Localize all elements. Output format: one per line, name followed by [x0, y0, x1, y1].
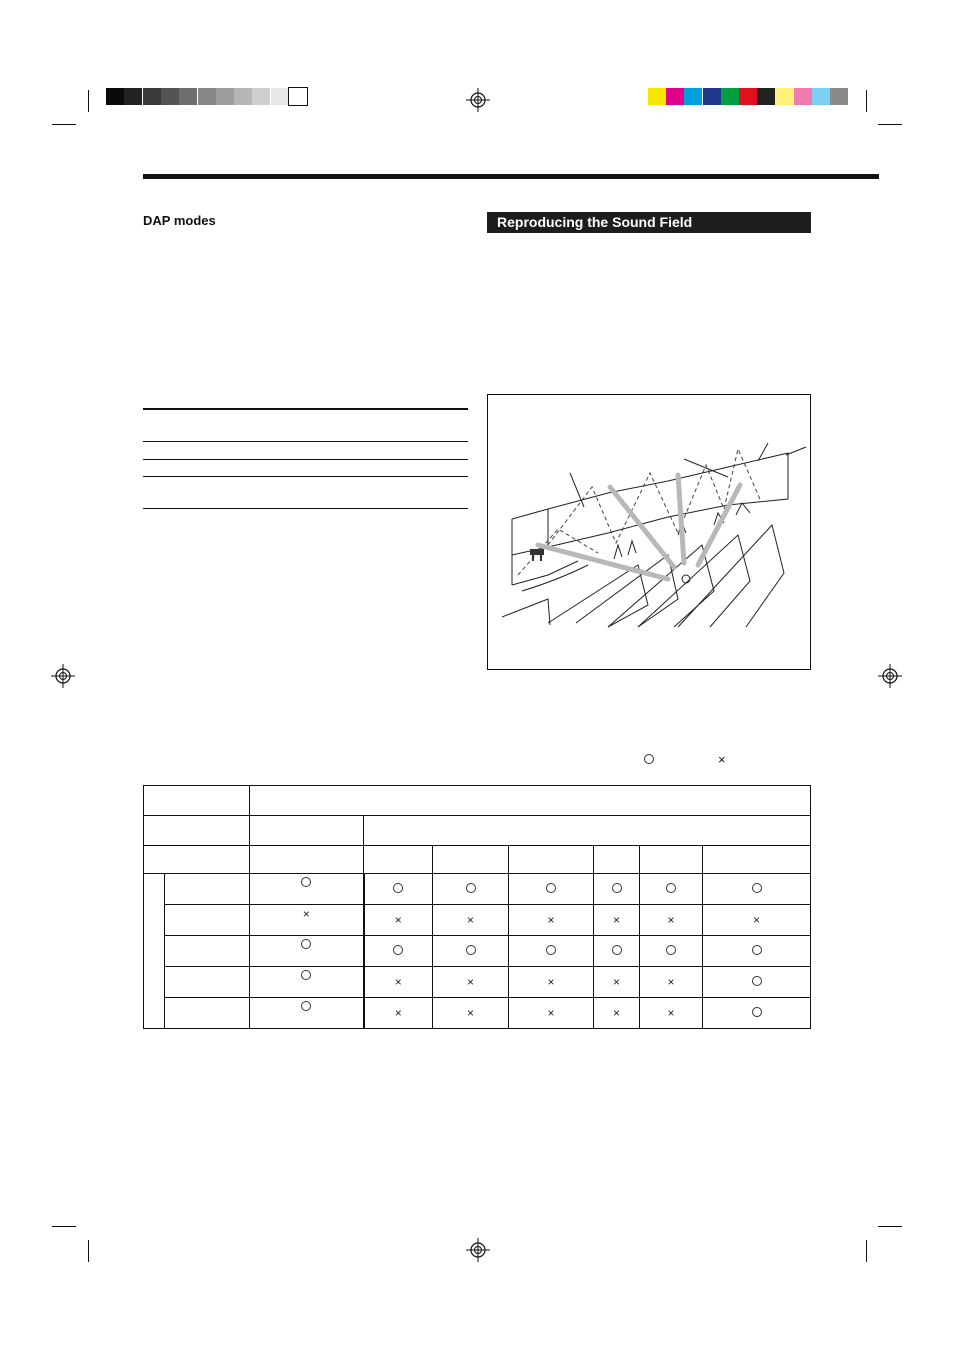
- circle-icon: [612, 883, 622, 893]
- table-cell: [165, 905, 250, 936]
- circle-icon: [752, 976, 762, 986]
- cross-icon: ×: [612, 1006, 620, 1020]
- cross-icon: ×: [667, 1006, 675, 1020]
- circle-icon: [546, 883, 556, 893]
- table-cell: [640, 936, 703, 967]
- crop-mark: [52, 124, 76, 125]
- table-cell: [165, 998, 250, 1029]
- crop-mark: [866, 90, 867, 112]
- cross-icon: ×: [466, 975, 474, 989]
- table-cell: [509, 874, 594, 905]
- table-cell: [250, 967, 364, 998]
- gray-swatch: [179, 88, 197, 105]
- table-cell: [250, 936, 364, 967]
- table-header-row: [144, 786, 811, 816]
- compatibility-table: [143, 785, 811, 1029]
- crop-mark: [878, 124, 902, 125]
- table-cell: [364, 936, 433, 967]
- cross-icon: ×: [302, 907, 310, 921]
- registration-target-icon: [466, 88, 490, 112]
- cross-icon: ×: [466, 913, 474, 927]
- table-cell: [640, 846, 703, 874]
- cross-icon: ×: [394, 975, 402, 989]
- cross-icon: ×: [547, 975, 555, 989]
- table-cell: [640, 998, 703, 1029]
- gray-swatch: [216, 88, 234, 105]
- table-cell: [640, 905, 703, 936]
- cross-icon: ×: [667, 913, 675, 927]
- table-cell: [250, 998, 364, 1029]
- table-row: [144, 874, 811, 905]
- cross-icon: ×: [612, 913, 620, 927]
- dap-modes-heading: DAP modes: [143, 213, 216, 228]
- cross-icon: ×: [753, 913, 761, 927]
- circle-icon: [752, 945, 762, 955]
- table-cell: [144, 786, 250, 816]
- color-swatch: [648, 88, 666, 105]
- table-cell: [364, 846, 433, 874]
- circle-icon: [393, 883, 403, 893]
- color-swatch: [666, 88, 684, 105]
- table-cell: [144, 846, 250, 874]
- color-swatch: [739, 88, 757, 105]
- circle-icon: [301, 970, 311, 980]
- table-cell: [364, 874, 433, 905]
- crop-mark: [52, 1226, 76, 1227]
- crop-mark: [878, 1226, 902, 1227]
- table-cell: [640, 874, 703, 905]
- table-cell: [250, 905, 364, 936]
- color-swatch: [830, 88, 848, 105]
- circle-icon: [301, 939, 311, 949]
- table-cell: [594, 936, 640, 967]
- sound-field-illustration: [488, 395, 810, 669]
- cross-icon: ×: [547, 1006, 555, 1020]
- table-cell: [509, 967, 594, 998]
- table-cell: [433, 874, 509, 905]
- table-body: [144, 874, 811, 1029]
- cross-icon: ×: [547, 913, 555, 927]
- circle-icon: [301, 1001, 311, 1011]
- concert-hall-figure: [487, 394, 811, 670]
- cross-icon: ×: [612, 975, 620, 989]
- table-cell: [433, 998, 509, 1029]
- gray-swatch: [161, 88, 179, 105]
- table-cell: [509, 846, 594, 874]
- table-row: [144, 936, 811, 967]
- table-cell: [144, 874, 165, 1029]
- table-cell: [165, 936, 250, 967]
- table-cell: [594, 846, 640, 874]
- table-row: [144, 967, 811, 998]
- gray-swatch: [143, 88, 161, 105]
- circle-icon: [612, 945, 622, 955]
- color-swatch: [684, 88, 702, 105]
- color-swatch: [794, 88, 812, 105]
- table-cell: [364, 816, 811, 846]
- circle-icon: [301, 877, 311, 887]
- table-cell: [364, 905, 433, 936]
- table-header-row: [144, 846, 811, 874]
- cross-icon: ×: [466, 1006, 474, 1020]
- table-cell: [594, 967, 640, 998]
- table-cell: [250, 786, 811, 816]
- crop-mark: [866, 1240, 867, 1262]
- table-cell: [703, 967, 811, 998]
- circle-icon: [393, 945, 403, 955]
- registration-target-icon: [878, 664, 902, 688]
- color-swatch: [721, 88, 739, 105]
- circle-icon: [752, 1007, 762, 1017]
- table-cell: [144, 816, 250, 846]
- table-cell: [250, 846, 364, 874]
- cross-icon: ×: [394, 1006, 402, 1020]
- circle-icon: [466, 945, 476, 955]
- table-cell: [433, 846, 509, 874]
- registration-target-icon: [466, 1238, 490, 1262]
- table-cell: [703, 846, 811, 874]
- circle-icon: [752, 883, 762, 893]
- header-rule: [143, 174, 879, 179]
- table-rule: [143, 476, 468, 477]
- gray-swatch: [124, 88, 142, 105]
- color-swatch: [703, 88, 721, 105]
- table-cell: [509, 905, 594, 936]
- table-cell: [364, 967, 433, 998]
- table-top-rule: [143, 408, 468, 410]
- color-swatch: [775, 88, 793, 105]
- table-cell: [703, 905, 811, 936]
- cross-icon: ×: [667, 975, 675, 989]
- table-cell: [509, 936, 594, 967]
- crop-mark: [88, 1240, 89, 1262]
- legend-yes-mark: [644, 752, 654, 767]
- table-cell: [433, 936, 509, 967]
- registration-target-icon: [51, 664, 75, 688]
- table-cell: [509, 998, 594, 1029]
- gray-swatch: [271, 88, 289, 105]
- table-cell: [433, 967, 509, 998]
- table-cell: [250, 816, 364, 846]
- gray-swatch: [234, 88, 252, 105]
- table-cell: [703, 936, 811, 967]
- table-rule: [143, 459, 468, 460]
- table-cell: [594, 998, 640, 1029]
- cross-icon: ×: [394, 913, 402, 927]
- circle-icon: [666, 945, 676, 955]
- table-cell: [250, 874, 364, 905]
- table-cell: [703, 998, 811, 1029]
- circle-icon: [466, 883, 476, 893]
- table-cell: [165, 874, 250, 905]
- circle-icon: [546, 945, 556, 955]
- table-row: [144, 905, 811, 936]
- gray-swatch: [289, 88, 307, 105]
- table-bottom-rule: [143, 508, 468, 509]
- table-header-row: [144, 816, 811, 846]
- table-cell: [594, 905, 640, 936]
- table-cell: [703, 874, 811, 905]
- table-cell: [594, 874, 640, 905]
- table-row: [144, 998, 811, 1029]
- gray-swatch: [252, 88, 270, 105]
- crop-mark: [88, 90, 89, 112]
- circle-icon: [644, 754, 654, 764]
- color-swatch: [757, 88, 775, 105]
- color-swatch: [812, 88, 830, 105]
- table-cell: [640, 967, 703, 998]
- table-cell: [165, 967, 250, 998]
- gray-swatch: [106, 88, 124, 105]
- section-title-banner: Reproducing the Sound Field: [487, 212, 811, 233]
- gray-swatch: [198, 88, 216, 105]
- circle-icon: [666, 883, 676, 893]
- table-rule: [143, 441, 468, 442]
- table-cell: [433, 905, 509, 936]
- table-cell: [364, 998, 433, 1029]
- legend-no-mark: ×: [718, 752, 726, 767]
